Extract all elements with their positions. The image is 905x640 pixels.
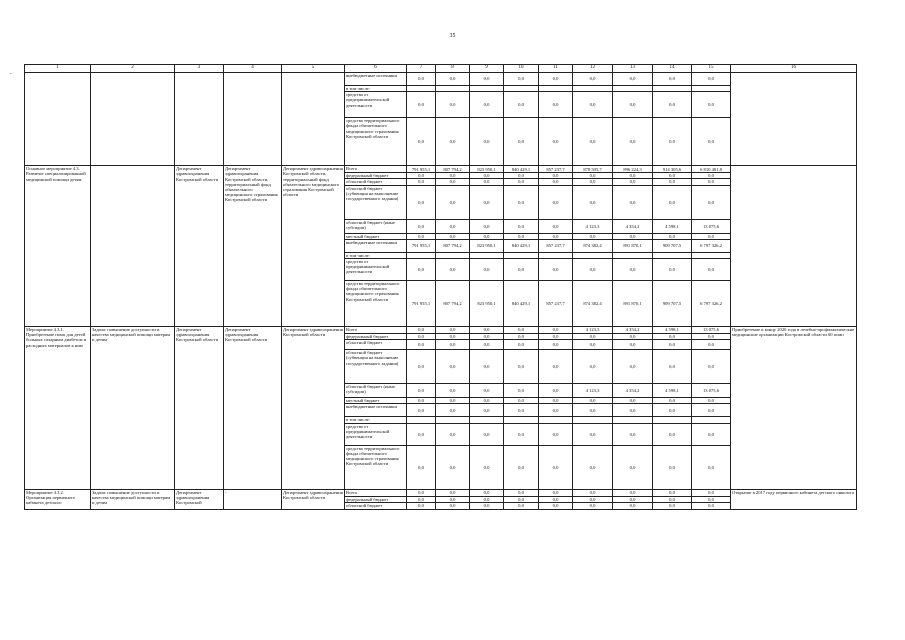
value-cell: 4 598,1 bbox=[653, 219, 692, 233]
value-cell: 0,0 bbox=[613, 334, 653, 340]
value-cell: 0,0 bbox=[613, 445, 653, 489]
column-header: 9 bbox=[470, 65, 504, 73]
value-cell: 0,0 bbox=[573, 259, 613, 281]
row-meta-c2: Задача: повышение доступности и качества медицинской помощи матерям и детям bbox=[91, 489, 175, 509]
funding-source-label: областной бюджет bbox=[345, 179, 407, 185]
row-meta-c3 bbox=[175, 73, 224, 166]
value-cell: 0,0 bbox=[504, 423, 539, 445]
value-cell: 878 505,7 bbox=[573, 166, 613, 173]
value-cell: 0,0 bbox=[573, 340, 613, 350]
value-cell: 0,0 bbox=[692, 340, 731, 350]
expected-result: Открытие в 2017 году первичного кабинета детского онколога bbox=[731, 489, 857, 509]
value-cell: 891 870,1 bbox=[613, 281, 653, 327]
column-header-row bbox=[25, 65, 857, 73]
value-cell: 0,0 bbox=[653, 233, 692, 239]
value-cell: 0,0 bbox=[573, 489, 613, 496]
value-cell: 0,0 bbox=[573, 334, 613, 340]
value-cell: 791 955,1 bbox=[407, 239, 436, 252]
column-header: 7 bbox=[407, 65, 436, 73]
row-meta-c3: Департамент здравоохранения Костромской области bbox=[175, 166, 224, 327]
value-cell: 0,0 bbox=[504, 350, 539, 384]
value-cell: 0,0 bbox=[470, 118, 504, 166]
row-meta-c4: Департамент здравоохранения Костромской области bbox=[224, 327, 282, 490]
stray-mark: . bbox=[10, 68, 12, 76]
value-cell: 4 598,1 bbox=[653, 384, 692, 398]
value-cell: 0,0 bbox=[613, 502, 653, 509]
value-cell: 4 123,3 bbox=[573, 384, 613, 398]
value-cell: 0,0 bbox=[504, 118, 539, 166]
row-meta-c1: Основное мероприятие 4.3. Развитие специализированной медицинской помощи детям bbox=[25, 166, 91, 327]
value-cell: 6 810 401,8 bbox=[692, 166, 731, 173]
funding-source-label: в том числе: bbox=[345, 252, 407, 258]
value-cell: 840 429,1 bbox=[504, 239, 539, 252]
page-number: 35 bbox=[449, 33, 456, 39]
value-cell: 0,0 bbox=[653, 502, 692, 509]
value-cell: 0,0 bbox=[573, 404, 613, 417]
value-cell: 0,0 bbox=[407, 398, 436, 404]
value-cell: 0,0 bbox=[573, 233, 613, 239]
row-meta-c1 bbox=[25, 73, 91, 166]
value-cell: 0,0 bbox=[692, 496, 731, 502]
value-cell: 0,0 bbox=[653, 489, 692, 496]
value-cell: 0,0 bbox=[470, 185, 504, 219]
value-cell: 0,0 bbox=[407, 73, 436, 86]
value-cell: 0,0 bbox=[692, 334, 731, 340]
value-cell: 0,0 bbox=[653, 423, 692, 445]
value-cell: 0,0 bbox=[470, 73, 504, 86]
value-cell: 0,0 bbox=[407, 502, 436, 509]
row-meta-c5 bbox=[282, 73, 345, 166]
value-cell: 0,0 bbox=[504, 384, 539, 398]
value-cell: 0,0 bbox=[692, 73, 731, 86]
value-cell: 0,0 bbox=[407, 445, 436, 489]
value-cell: 0,0 bbox=[539, 185, 573, 219]
funding-source-label: федеральный бюджет bbox=[345, 496, 407, 502]
value-cell: 0,0 bbox=[504, 233, 539, 239]
funding-source-label: средства территориального фонда обязательного медицинского страхования Костромской области bbox=[345, 281, 407, 327]
value-cell: 0,0 bbox=[653, 445, 692, 489]
value-cell: 0,0 bbox=[613, 233, 653, 239]
table-row bbox=[25, 327, 857, 334]
value-cell: 4 354,2 bbox=[613, 327, 653, 334]
value-cell: 0,0 bbox=[539, 334, 573, 340]
funding-source-label: в том числе: bbox=[345, 86, 407, 92]
value-cell: 0,0 bbox=[692, 92, 731, 118]
value-cell: 0,0 bbox=[407, 233, 436, 239]
value-cell: 0,0 bbox=[573, 185, 613, 219]
value-cell: 0,0 bbox=[407, 259, 436, 281]
value-cell: 0,0 bbox=[692, 118, 731, 166]
value-cell: 0,0 bbox=[653, 92, 692, 118]
column-header: 5 bbox=[282, 65, 345, 73]
value-cell: 0,0 bbox=[653, 334, 692, 340]
value-cell: 0,0 bbox=[573, 398, 613, 404]
value-cell: 0,0 bbox=[573, 496, 613, 502]
value-cell: 0,0 bbox=[407, 334, 436, 340]
value-cell: 0,0 bbox=[436, 334, 470, 340]
value-cell: 0,0 bbox=[692, 445, 731, 489]
value-cell: 0,0 bbox=[539, 118, 573, 166]
value-cell: 807 794,2 bbox=[436, 239, 470, 252]
value-cell: 6 797 326,2 bbox=[692, 239, 731, 252]
value-cell: 0,0 bbox=[436, 173, 470, 179]
funding-source-label: средства территориального фонда обязательного медицинского страхования Костромской области bbox=[345, 445, 407, 489]
value-cell: 807 794,2 bbox=[436, 281, 470, 327]
budget-table bbox=[24, 64, 857, 510]
value-cell: 0,0 bbox=[436, 398, 470, 404]
value-cell: 0,0 bbox=[692, 259, 731, 281]
value-cell: 0,0 bbox=[407, 496, 436, 502]
value-cell: 0,0 bbox=[539, 73, 573, 86]
value-cell: 0,0 bbox=[407, 173, 436, 179]
value-cell: 0,0 bbox=[653, 73, 692, 86]
value-cell: 0,0 bbox=[692, 489, 731, 496]
value-cell: 0,0 bbox=[504, 185, 539, 219]
value-cell: 0,0 bbox=[692, 173, 731, 179]
value-cell: 6 797 326,2 bbox=[692, 281, 731, 327]
value-cell: 0,0 bbox=[692, 423, 731, 445]
value-cell: 823 950,1 bbox=[470, 166, 504, 173]
funding-source-label: внебюджетные источники bbox=[345, 73, 407, 86]
row-meta-c3: Департамент здравоохранения Костромской области bbox=[175, 327, 224, 490]
value-cell: 0,0 bbox=[539, 233, 573, 239]
column-header: 15 bbox=[692, 65, 731, 73]
value-cell: 0,0 bbox=[504, 219, 539, 233]
value-cell: 0,0 bbox=[436, 423, 470, 445]
row-meta-c4: Департамент здравоохранения Костромской области, территориальный фонд обязательного медицинского страхования Костромской области bbox=[224, 166, 282, 327]
value-cell: 0,0 bbox=[470, 327, 504, 334]
value-cell: 0,0 bbox=[470, 423, 504, 445]
value-cell: 0,0 bbox=[539, 489, 573, 496]
value-cell: 0,0 bbox=[613, 173, 653, 179]
value-cell: 0,0 bbox=[436, 92, 470, 118]
value-cell: 857 237,7 bbox=[539, 281, 573, 327]
value-cell: 0,0 bbox=[470, 179, 504, 185]
value-cell: 0,0 bbox=[653, 259, 692, 281]
value-cell: 0,0 bbox=[470, 384, 504, 398]
value-cell: 0,0 bbox=[613, 118, 653, 166]
funding-source-label: средства от предпринимательской деятельности bbox=[345, 259, 407, 281]
funding-source-label: областной бюджет bbox=[345, 340, 407, 350]
value-cell: 0,0 bbox=[436, 496, 470, 502]
value-cell: 0,0 bbox=[539, 398, 573, 404]
value-cell: 0,0 bbox=[692, 502, 731, 509]
value-cell: 0,0 bbox=[653, 185, 692, 219]
funding-source-label: местный бюджет bbox=[345, 398, 407, 404]
value-cell: 0,0 bbox=[470, 92, 504, 118]
value-cell: 909 707,5 bbox=[653, 281, 692, 327]
value-cell: 0,0 bbox=[470, 259, 504, 281]
value-cell: 0,0 bbox=[504, 489, 539, 496]
value-cell: 0,0 bbox=[407, 489, 436, 496]
value-cell: 0,0 bbox=[470, 219, 504, 233]
value-cell: 0,0 bbox=[573, 350, 613, 384]
value-cell: 0,0 bbox=[407, 179, 436, 185]
table-row bbox=[25, 489, 857, 496]
value-cell: 0,0 bbox=[504, 496, 539, 502]
funding-source-label: федеральный бюджет bbox=[345, 334, 407, 340]
value-cell: 0,0 bbox=[504, 445, 539, 489]
value-cell: 0,0 bbox=[613, 489, 653, 496]
row-meta-c5: Департамент здравоохранения Костромской области bbox=[282, 489, 345, 509]
value-cell: 0,0 bbox=[407, 423, 436, 445]
value-cell: 0,0 bbox=[504, 404, 539, 417]
value-cell: 0,0 bbox=[436, 185, 470, 219]
value-cell: 0,0 bbox=[470, 173, 504, 179]
value-cell: 0,0 bbox=[539, 423, 573, 445]
value-cell: 0,0 bbox=[436, 350, 470, 384]
value-cell: 0,0 bbox=[692, 404, 731, 417]
value-cell: 0,0 bbox=[573, 445, 613, 489]
value-cell: 0,0 bbox=[613, 92, 653, 118]
value-cell: 874 382,4 bbox=[573, 281, 613, 327]
value-cell: 4 123,3 bbox=[573, 327, 613, 334]
value-cell: 0,0 bbox=[470, 340, 504, 350]
value-cell: 0,0 bbox=[653, 404, 692, 417]
column-header: 6 bbox=[345, 65, 407, 73]
value-cell: 840 429,1 bbox=[504, 281, 539, 327]
value-cell: 0,0 bbox=[573, 73, 613, 86]
value-cell: 0,0 bbox=[613, 423, 653, 445]
value-cell: 0,0 bbox=[539, 384, 573, 398]
value-cell: 0,0 bbox=[653, 398, 692, 404]
value-cell: 0,0 bbox=[470, 404, 504, 417]
value-cell: 0,0 bbox=[653, 179, 692, 185]
value-cell: 0,0 bbox=[504, 340, 539, 350]
column-header: 4 bbox=[224, 65, 282, 73]
value-cell: 0,0 bbox=[436, 404, 470, 417]
funding-source-label: местный бюджет bbox=[345, 233, 407, 239]
funding-source-label: Всего bbox=[345, 489, 407, 496]
value-cell: 807 794,2 bbox=[436, 166, 470, 173]
row-meta-c4: - bbox=[224, 489, 282, 509]
funding-source-label: средства от предпринимательской деятельности bbox=[345, 92, 407, 118]
funding-source-label: внебюджетные источники bbox=[345, 239, 407, 252]
value-cell: 0,0 bbox=[653, 118, 692, 166]
funding-source-label: средства от предпринимательской деятельности bbox=[345, 423, 407, 445]
value-cell: 909 707,5 bbox=[653, 239, 692, 252]
column-header: 16 bbox=[731, 65, 857, 73]
value-cell: 0,0 bbox=[504, 173, 539, 179]
value-cell: 823 950,1 bbox=[470, 239, 504, 252]
value-cell: 0,0 bbox=[407, 118, 436, 166]
funding-source-label: областной бюджет (иные субсидии) bbox=[345, 219, 407, 233]
value-cell: 840 429,1 bbox=[504, 166, 539, 173]
value-cell: 0,0 bbox=[407, 340, 436, 350]
value-cell: 0,0 bbox=[653, 350, 692, 384]
value-cell: 0,0 bbox=[436, 327, 470, 334]
value-cell: 0,0 bbox=[539, 173, 573, 179]
expected-result bbox=[731, 73, 857, 166]
value-cell: 0,0 bbox=[539, 502, 573, 509]
value-cell: 0,0 bbox=[470, 233, 504, 239]
funding-source-label: в том числе: bbox=[345, 417, 407, 423]
value-cell: 0,0 bbox=[470, 350, 504, 384]
value-cell: 823 950,1 bbox=[470, 281, 504, 327]
table-row bbox=[25, 73, 857, 86]
column-header: 14 bbox=[653, 65, 692, 73]
funding-source-label: внебюджетные источники bbox=[345, 404, 407, 417]
value-cell: 0,0 bbox=[573, 179, 613, 185]
value-cell: 0,0 bbox=[692, 350, 731, 384]
value-cell: 0,0 bbox=[470, 398, 504, 404]
value-cell: 0,0 bbox=[436, 118, 470, 166]
value-cell: 13 075,6 bbox=[692, 327, 731, 334]
value-cell: 0,0 bbox=[407, 219, 436, 233]
value-cell: 0,0 bbox=[436, 73, 470, 86]
value-cell: 0,0 bbox=[539, 350, 573, 384]
expected-result: Приобретение к концу 2020 года в лечебно-профилактические медицинские организации Костромской области 60 помп bbox=[731, 327, 857, 490]
value-cell: 0,0 bbox=[470, 496, 504, 502]
value-cell: 0,0 bbox=[504, 327, 539, 334]
row-meta-c2: Задача: повышение доступности и качества медицинской помощи матерям и детям bbox=[91, 327, 175, 490]
value-cell: 4 123,3 bbox=[573, 219, 613, 233]
value-cell: 0,0 bbox=[504, 334, 539, 340]
funding-source-label: Всего bbox=[345, 327, 407, 334]
column-header: 8 bbox=[436, 65, 470, 73]
value-cell: 0,0 bbox=[613, 179, 653, 185]
value-cell: 0,0 bbox=[407, 185, 436, 219]
value-cell: 0,0 bbox=[407, 350, 436, 384]
value-cell: 4 354,2 bbox=[613, 219, 653, 233]
funding-source-label: областной бюджет (субвенция на выполнение государственного задания) bbox=[345, 185, 407, 219]
column-header: 2 bbox=[91, 65, 175, 73]
value-cell: 0,0 bbox=[436, 259, 470, 281]
value-cell: 0,0 bbox=[504, 259, 539, 281]
funding-source-label: областной бюджет bbox=[345, 502, 407, 509]
expected-result bbox=[731, 166, 857, 327]
value-cell: 0,0 bbox=[573, 92, 613, 118]
row-meta-c2 bbox=[91, 166, 175, 327]
value-cell: 4 354,2 bbox=[613, 384, 653, 398]
value-cell: 896 224,3 bbox=[613, 166, 653, 173]
value-cell: 0,0 bbox=[539, 404, 573, 417]
value-cell: 0,0 bbox=[539, 496, 573, 502]
value-cell: 4 598,1 bbox=[653, 327, 692, 334]
value-cell: 0,0 bbox=[539, 445, 573, 489]
value-cell: 791 955,1 bbox=[407, 166, 436, 173]
value-cell: 0,0 bbox=[436, 502, 470, 509]
column-header: 11 bbox=[539, 65, 573, 73]
value-cell: 0,0 bbox=[613, 340, 653, 350]
value-cell: 0,0 bbox=[539, 259, 573, 281]
value-cell: 0,0 bbox=[692, 233, 731, 239]
value-cell: 0,0 bbox=[436, 384, 470, 398]
value-cell: 0,0 bbox=[504, 73, 539, 86]
value-cell: 0,0 bbox=[613, 185, 653, 219]
value-cell: 857 237,7 bbox=[539, 239, 573, 252]
value-cell: 0,0 bbox=[573, 118, 613, 166]
value-cell: 0,0 bbox=[539, 179, 573, 185]
value-cell: 0,0 bbox=[692, 179, 731, 185]
value-cell: 0,0 bbox=[653, 496, 692, 502]
value-cell: 0,0 bbox=[407, 92, 436, 118]
value-cell: 0,0 bbox=[653, 173, 692, 179]
value-cell: 0,0 bbox=[436, 340, 470, 350]
row-meta-c1: Мероприятие 4.3.1. Приобретение помп для детей больных сахарным диабетом и расходных материалов к ним bbox=[25, 327, 91, 490]
value-cell: 0,0 bbox=[504, 398, 539, 404]
value-cell: 0,0 bbox=[407, 404, 436, 417]
value-cell: 0,0 bbox=[613, 73, 653, 86]
value-cell: 0,0 bbox=[613, 404, 653, 417]
funding-source-label: областной бюджет (иные субсидии) bbox=[345, 384, 407, 398]
row-meta-c5: Департамент здравоохранения Костромской области, территориальный фонд обязательного медицинского страхования Костромской области bbox=[282, 166, 345, 327]
value-cell: 0,0 bbox=[539, 340, 573, 350]
value-cell: 0,0 bbox=[692, 185, 731, 219]
value-cell: 0,0 bbox=[573, 502, 613, 509]
value-cell: 874 382,4 bbox=[573, 239, 613, 252]
value-cell: 0,0 bbox=[436, 233, 470, 239]
column-header: 10 bbox=[504, 65, 539, 73]
value-cell: 13 075,6 bbox=[692, 219, 731, 233]
value-cell: 0,0 bbox=[613, 398, 653, 404]
row-meta-c1: Мероприятие 4.3.2. Организация первичного кабинета детского bbox=[25, 489, 91, 509]
value-cell: 0,0 bbox=[436, 445, 470, 489]
value-cell: 0,0 bbox=[407, 327, 436, 334]
value-cell: 0,0 bbox=[539, 219, 573, 233]
value-cell: 0,0 bbox=[613, 496, 653, 502]
value-cell: 0,0 bbox=[470, 502, 504, 509]
value-cell: 0,0 bbox=[470, 445, 504, 489]
value-cell: 0,0 bbox=[613, 259, 653, 281]
value-cell: 0,0 bbox=[436, 219, 470, 233]
funding-source-label: Всего bbox=[345, 166, 407, 173]
column-header: 3 bbox=[175, 65, 224, 73]
value-cell: 0,0 bbox=[653, 340, 692, 350]
row-meta-c2 bbox=[91, 73, 175, 166]
row-meta-c4 bbox=[224, 73, 282, 166]
column-header: 13 bbox=[613, 65, 653, 73]
value-cell: 0,0 bbox=[539, 327, 573, 334]
value-cell: 791 955,1 bbox=[407, 281, 436, 327]
value-cell: 914 305,6 bbox=[653, 166, 692, 173]
funding-source-label: федеральный бюджет bbox=[345, 173, 407, 179]
value-cell: 0,0 bbox=[573, 423, 613, 445]
value-cell: 857 237,7 bbox=[539, 166, 573, 173]
value-cell: 0,0 bbox=[613, 350, 653, 384]
value-cell: 0,0 bbox=[504, 179, 539, 185]
row-meta-c3: Департамент здравоохранения Костромской bbox=[175, 489, 224, 509]
value-cell: 0,0 bbox=[692, 398, 731, 404]
row-meta-c5: Департамент здравоохранения Костромской области bbox=[282, 327, 345, 490]
value-cell: 0,0 bbox=[436, 489, 470, 496]
value-cell: 0,0 bbox=[504, 92, 539, 118]
table-row bbox=[25, 166, 857, 173]
column-header: 1 bbox=[25, 65, 91, 73]
value-cell: 891 870,1 bbox=[613, 239, 653, 252]
value-cell: 0,0 bbox=[573, 173, 613, 179]
value-cell: 0,0 bbox=[539, 92, 573, 118]
column-header: 12 bbox=[573, 65, 613, 73]
value-cell: 0,0 bbox=[470, 489, 504, 496]
value-cell: 0,0 bbox=[436, 179, 470, 185]
value-cell: 0,0 bbox=[504, 502, 539, 509]
value-cell: 13 075,6 bbox=[692, 384, 731, 398]
funding-source-label: средства территориального фонда обязательного медицинского страхования Костромской области bbox=[345, 118, 407, 166]
value-cell: 0,0 bbox=[470, 334, 504, 340]
value-cell: 0,0 bbox=[407, 384, 436, 398]
funding-source-label: областной бюджет (субвенция на выполнение государственного задания) bbox=[345, 350, 407, 384]
